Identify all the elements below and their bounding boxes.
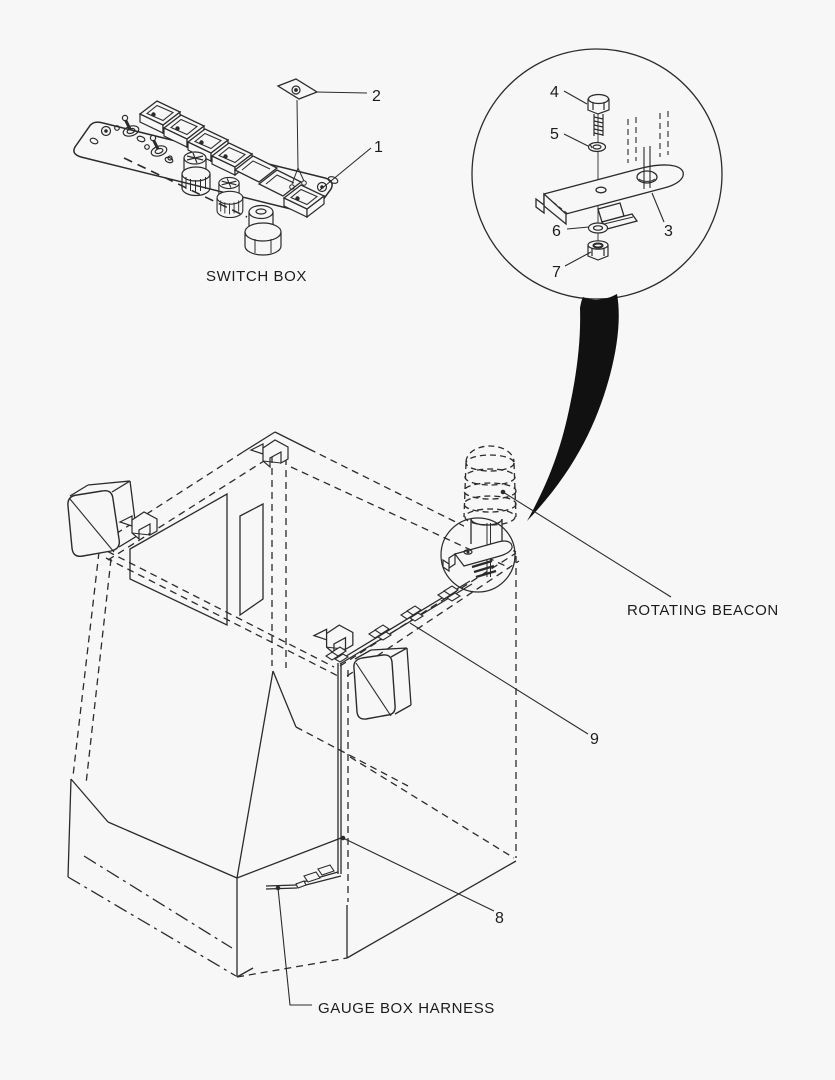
cab-frame-wireframe — [68, 432, 519, 977]
left-rail-clip-icon — [120, 512, 157, 539]
callout-5-label: 5 — [550, 126, 560, 143]
front-rail-clip-icon — [314, 625, 353, 653]
lock-washer-icon — [589, 143, 606, 152]
gauge-box-harness-caption: GAUGE BOX HARNESS — [318, 1000, 495, 1017]
frame-pillars — [73, 444, 516, 902]
callout-1-label: 1 — [374, 139, 384, 156]
callout-3-label: 3 — [664, 223, 674, 240]
switch-box-caption: SWITCH BOX — [206, 268, 308, 285]
callout-4-label: 4 — [550, 84, 560, 101]
callout-9-label: 9 — [590, 731, 600, 748]
roof-harness — [326, 581, 472, 664]
window-openings — [130, 494, 263, 625]
detail-swoosh-pointer — [527, 294, 619, 521]
rotating-beacon-caption: ROTATING BEACON — [627, 602, 779, 619]
beacon-bracket-small — [443, 541, 512, 577]
callout-8-label: 8 — [495, 910, 505, 927]
callout-2-label: 2 — [372, 88, 382, 105]
right-lamp — [354, 648, 411, 719]
callout-6-label: 6 — [552, 223, 562, 240]
gauge-harness-drop — [266, 663, 341, 889]
callout-7-label: 7 — [552, 264, 562, 281]
hex-nut-icon — [588, 241, 608, 260]
switch-box-assembly — [74, 79, 339, 255]
floor-and-base-edges — [68, 671, 516, 977]
beacon-mount-detail-circle — [472, 49, 722, 299]
flat-washer-icon — [589, 223, 608, 233]
